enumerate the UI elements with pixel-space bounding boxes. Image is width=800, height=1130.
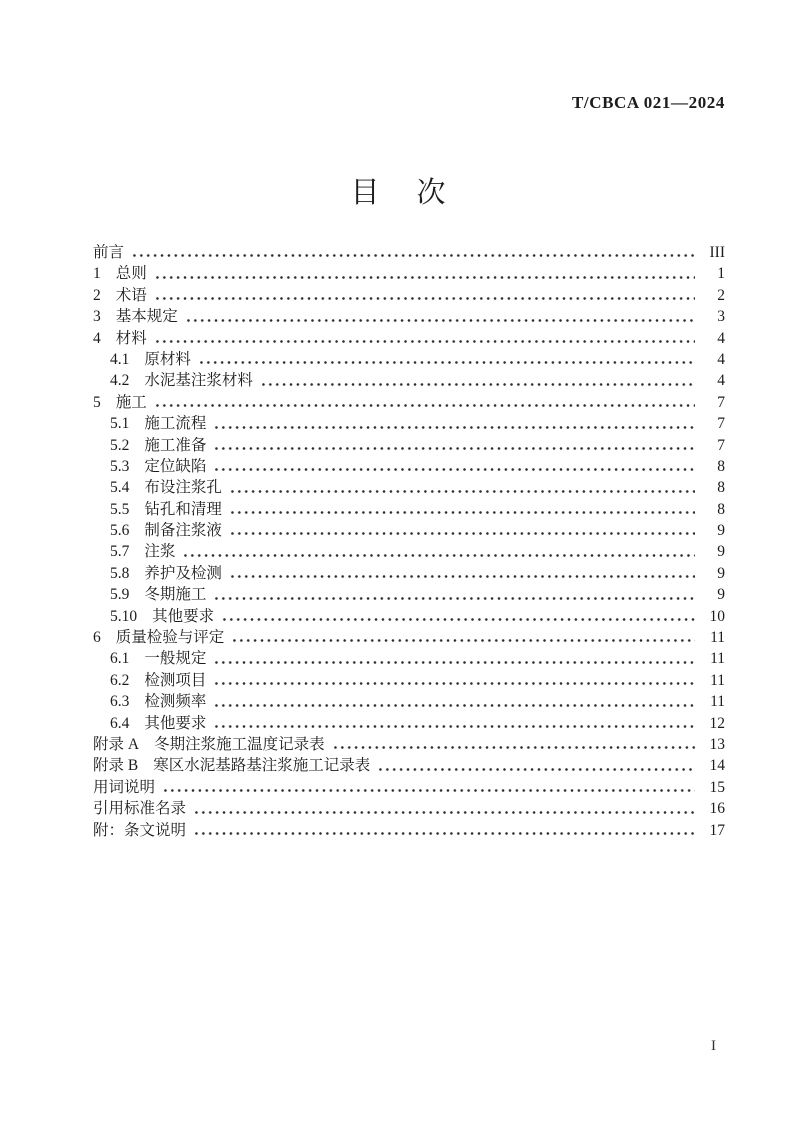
toc-entry-page-number: 12 <box>709 714 725 732</box>
toc-entry-label: 术语 <box>115 286 147 304</box>
dotted-leader <box>182 552 695 559</box>
toc-entry-label: 施工准备 <box>144 436 207 454</box>
toc-entry-number: 1 <box>93 265 101 283</box>
toc-entry <box>93 285 725 306</box>
toc-entry <box>93 477 725 498</box>
toc-entry <box>93 820 725 841</box>
toc-entry-label: 一般规定 <box>144 650 207 668</box>
toc-entry-number: 5.10 <box>110 607 138 625</box>
footer-page-number: I <box>711 1038 716 1054</box>
toc-entry <box>93 606 725 627</box>
toc-entry-page-number: 4 <box>717 350 725 368</box>
toc-entry <box>93 648 725 669</box>
toc-entry <box>93 349 725 370</box>
dotted-leader <box>213 424 695 431</box>
toc-entry <box>93 734 725 755</box>
toc-entry <box>93 306 725 327</box>
toc-entry-label: 寒区水泥基路基注浆施工记录表 <box>153 757 371 775</box>
toc-entry-label: 检测项目 <box>144 671 207 689</box>
toc-entry-page-number: 13 <box>709 735 725 753</box>
toc-entry-label: 质量检验与评定 <box>115 629 225 647</box>
dotted-leader <box>231 637 695 644</box>
dotted-leader <box>229 509 695 516</box>
toc-entry-number: 4 <box>93 329 101 347</box>
toc-entry-page-number: 10 <box>709 607 725 625</box>
dotted-leader <box>229 530 695 537</box>
toc-entry <box>93 242 725 263</box>
toc-entry-number: 5.1 <box>110 415 130 433</box>
toc-entry-page-number: 11 <box>710 629 725 647</box>
dotted-leader <box>162 787 695 794</box>
toc-entry <box>93 563 725 584</box>
toc-entry-label: 其他要求 <box>144 714 207 732</box>
toc-entry <box>93 755 725 776</box>
toc-entry <box>93 370 725 391</box>
toc-entry-number: 5.5 <box>110 500 130 518</box>
toc-entry-number: 3 <box>93 308 101 326</box>
toc-entry-page-number: 7 <box>717 393 725 411</box>
table-of-contents <box>93 242 725 841</box>
dotted-leader <box>154 274 695 281</box>
dotted-leader <box>213 595 695 602</box>
toc-entry <box>93 541 725 562</box>
toc-entry-number: 6.1 <box>110 650 130 668</box>
toc-entry-label: 布设注浆孔 <box>144 479 222 497</box>
toc-entry-page-number: 7 <box>717 436 725 454</box>
toc-entry-number: 5.2 <box>110 436 130 454</box>
toc-entry-label: 养护及检测 <box>144 564 222 582</box>
toc-entry-page-number: 3 <box>717 308 725 326</box>
dotted-leader <box>185 317 695 324</box>
toc-entry-label: 冬期注浆施工温度记录表 <box>154 735 325 753</box>
toc-entry <box>93 413 725 434</box>
toc-entry-number: 4.2 <box>110 372 130 390</box>
toc-entry <box>93 584 725 605</box>
toc-entry-page-number: 16 <box>709 800 725 818</box>
toc-entry-page-number: 8 <box>717 479 725 497</box>
toc-entry <box>93 713 725 734</box>
toc-entry-label: 引用标准名录 <box>93 800 187 818</box>
toc-entry <box>93 670 725 691</box>
toc-entry-number: 5.7 <box>110 543 130 561</box>
toc-entry-page-number: 11 <box>710 693 725 711</box>
dotted-leader <box>213 702 695 709</box>
toc-entry-number: 5.4 <box>110 479 130 497</box>
toc-entry-number: 5 <box>93 393 101 411</box>
dotted-leader <box>154 402 695 409</box>
toc-entry-number: 附录 B <box>93 757 139 775</box>
dotted-leader <box>193 809 695 816</box>
toc-entry-label: 前言 <box>93 244 125 261</box>
toc-entry-page-number: 14 <box>709 757 725 775</box>
toc-entry-number: 4.1 <box>110 350 130 368</box>
toc-entry <box>93 520 725 541</box>
toc-entry-label: 水泥基注浆材料 <box>144 372 253 390</box>
toc-entry-page-number: 15 <box>709 778 725 796</box>
toc-entry <box>93 263 725 284</box>
toc-entry-label: 钻孔和清理 <box>144 500 222 518</box>
toc-entry-page-number: 17 <box>709 821 725 839</box>
dotted-leader <box>260 381 695 388</box>
toc-entry-page-number: 8 <box>717 500 725 518</box>
toc-entry <box>93 798 725 819</box>
dotted-leader <box>229 488 695 495</box>
toc-entry <box>93 691 725 712</box>
toc-entry <box>93 777 725 798</box>
toc-entry-page-number: 9 <box>717 564 725 582</box>
dotted-leader <box>213 659 695 666</box>
toc-entry-label: 定位缺陷 <box>144 457 207 475</box>
toc-entry <box>93 328 725 349</box>
toc-entry-page-number: 7 <box>717 415 725 433</box>
toc-entry-label: 施工 <box>115 393 147 411</box>
dotted-leader <box>154 338 695 345</box>
dotted-leader <box>131 252 695 259</box>
toc-entry-page-number: 9 <box>717 522 725 540</box>
standard-number: T/CBCA 021—2024 <box>571 93 725 112</box>
toc-entry-page-number: 1 <box>717 265 725 283</box>
toc-entry-page-number: 9 <box>717 586 725 604</box>
toc-entry-page-number: 9 <box>717 543 725 561</box>
toc-entry-label: 检测频率 <box>144 693 207 711</box>
toc-entry-number: 5.8 <box>110 564 130 582</box>
toc-entry-label: 材料 <box>115 329 147 347</box>
dotted-leader <box>377 766 695 773</box>
toc-entry-number: 6.4 <box>110 714 130 732</box>
toc-entry-label: 施工流程 <box>144 415 207 433</box>
toc-entry-page-number: 11 <box>710 671 725 689</box>
toc-entry-label: 原材料 <box>144 350 191 368</box>
dotted-leader <box>198 359 695 366</box>
toc-entry-number: 6.2 <box>110 671 130 689</box>
toc-entry <box>93 435 725 456</box>
dotted-leader <box>221 616 695 623</box>
toc-entry-label: 制备注浆液 <box>144 522 222 540</box>
toc-entry-label: 其他要求 <box>152 607 215 625</box>
page-title: 目 次 <box>350 177 450 209</box>
toc-entry-number: 6.3 <box>110 693 130 711</box>
dotted-leader <box>154 295 695 302</box>
toc-entry-page-number: 2 <box>717 286 725 304</box>
dotted-leader <box>193 830 695 837</box>
toc-entry-label: 总则 <box>115 265 147 283</box>
toc-entry-number: 5.3 <box>110 457 130 475</box>
toc-entry-page-number: 4 <box>717 372 725 390</box>
toc-entry-number: 5.6 <box>110 522 130 540</box>
toc-entry <box>93 392 725 413</box>
toc-entry <box>93 499 725 520</box>
toc-entry-number: 2 <box>93 286 101 304</box>
toc-entry-page-number: III <box>709 244 725 261</box>
toc-entry-label: 冬期施工 <box>144 586 207 604</box>
dotted-leader <box>229 573 695 580</box>
dotted-leader <box>213 723 695 730</box>
toc-entry-label: 附：条文说明 <box>93 821 187 839</box>
dotted-leader <box>213 466 695 473</box>
toc-entry-label: 基本规定 <box>115 308 178 326</box>
dotted-leader <box>332 744 695 751</box>
toc-entry-label: 用词说明 <box>93 778 156 796</box>
dotted-leader <box>213 680 695 687</box>
toc-entry-label: 注浆 <box>144 543 176 561</box>
toc-entry <box>93 456 725 477</box>
toc-entry-number: 5.9 <box>110 586 130 604</box>
dotted-leader <box>213 445 695 452</box>
toc-entry <box>93 627 725 648</box>
toc-entry-number: 附录 A <box>93 735 140 753</box>
toc-entry-page-number: 4 <box>717 329 725 347</box>
toc-entry-number: 6 <box>93 629 101 647</box>
toc-entry-page-number: 8 <box>717 457 725 475</box>
toc-entry-page-number: 11 <box>710 650 725 668</box>
